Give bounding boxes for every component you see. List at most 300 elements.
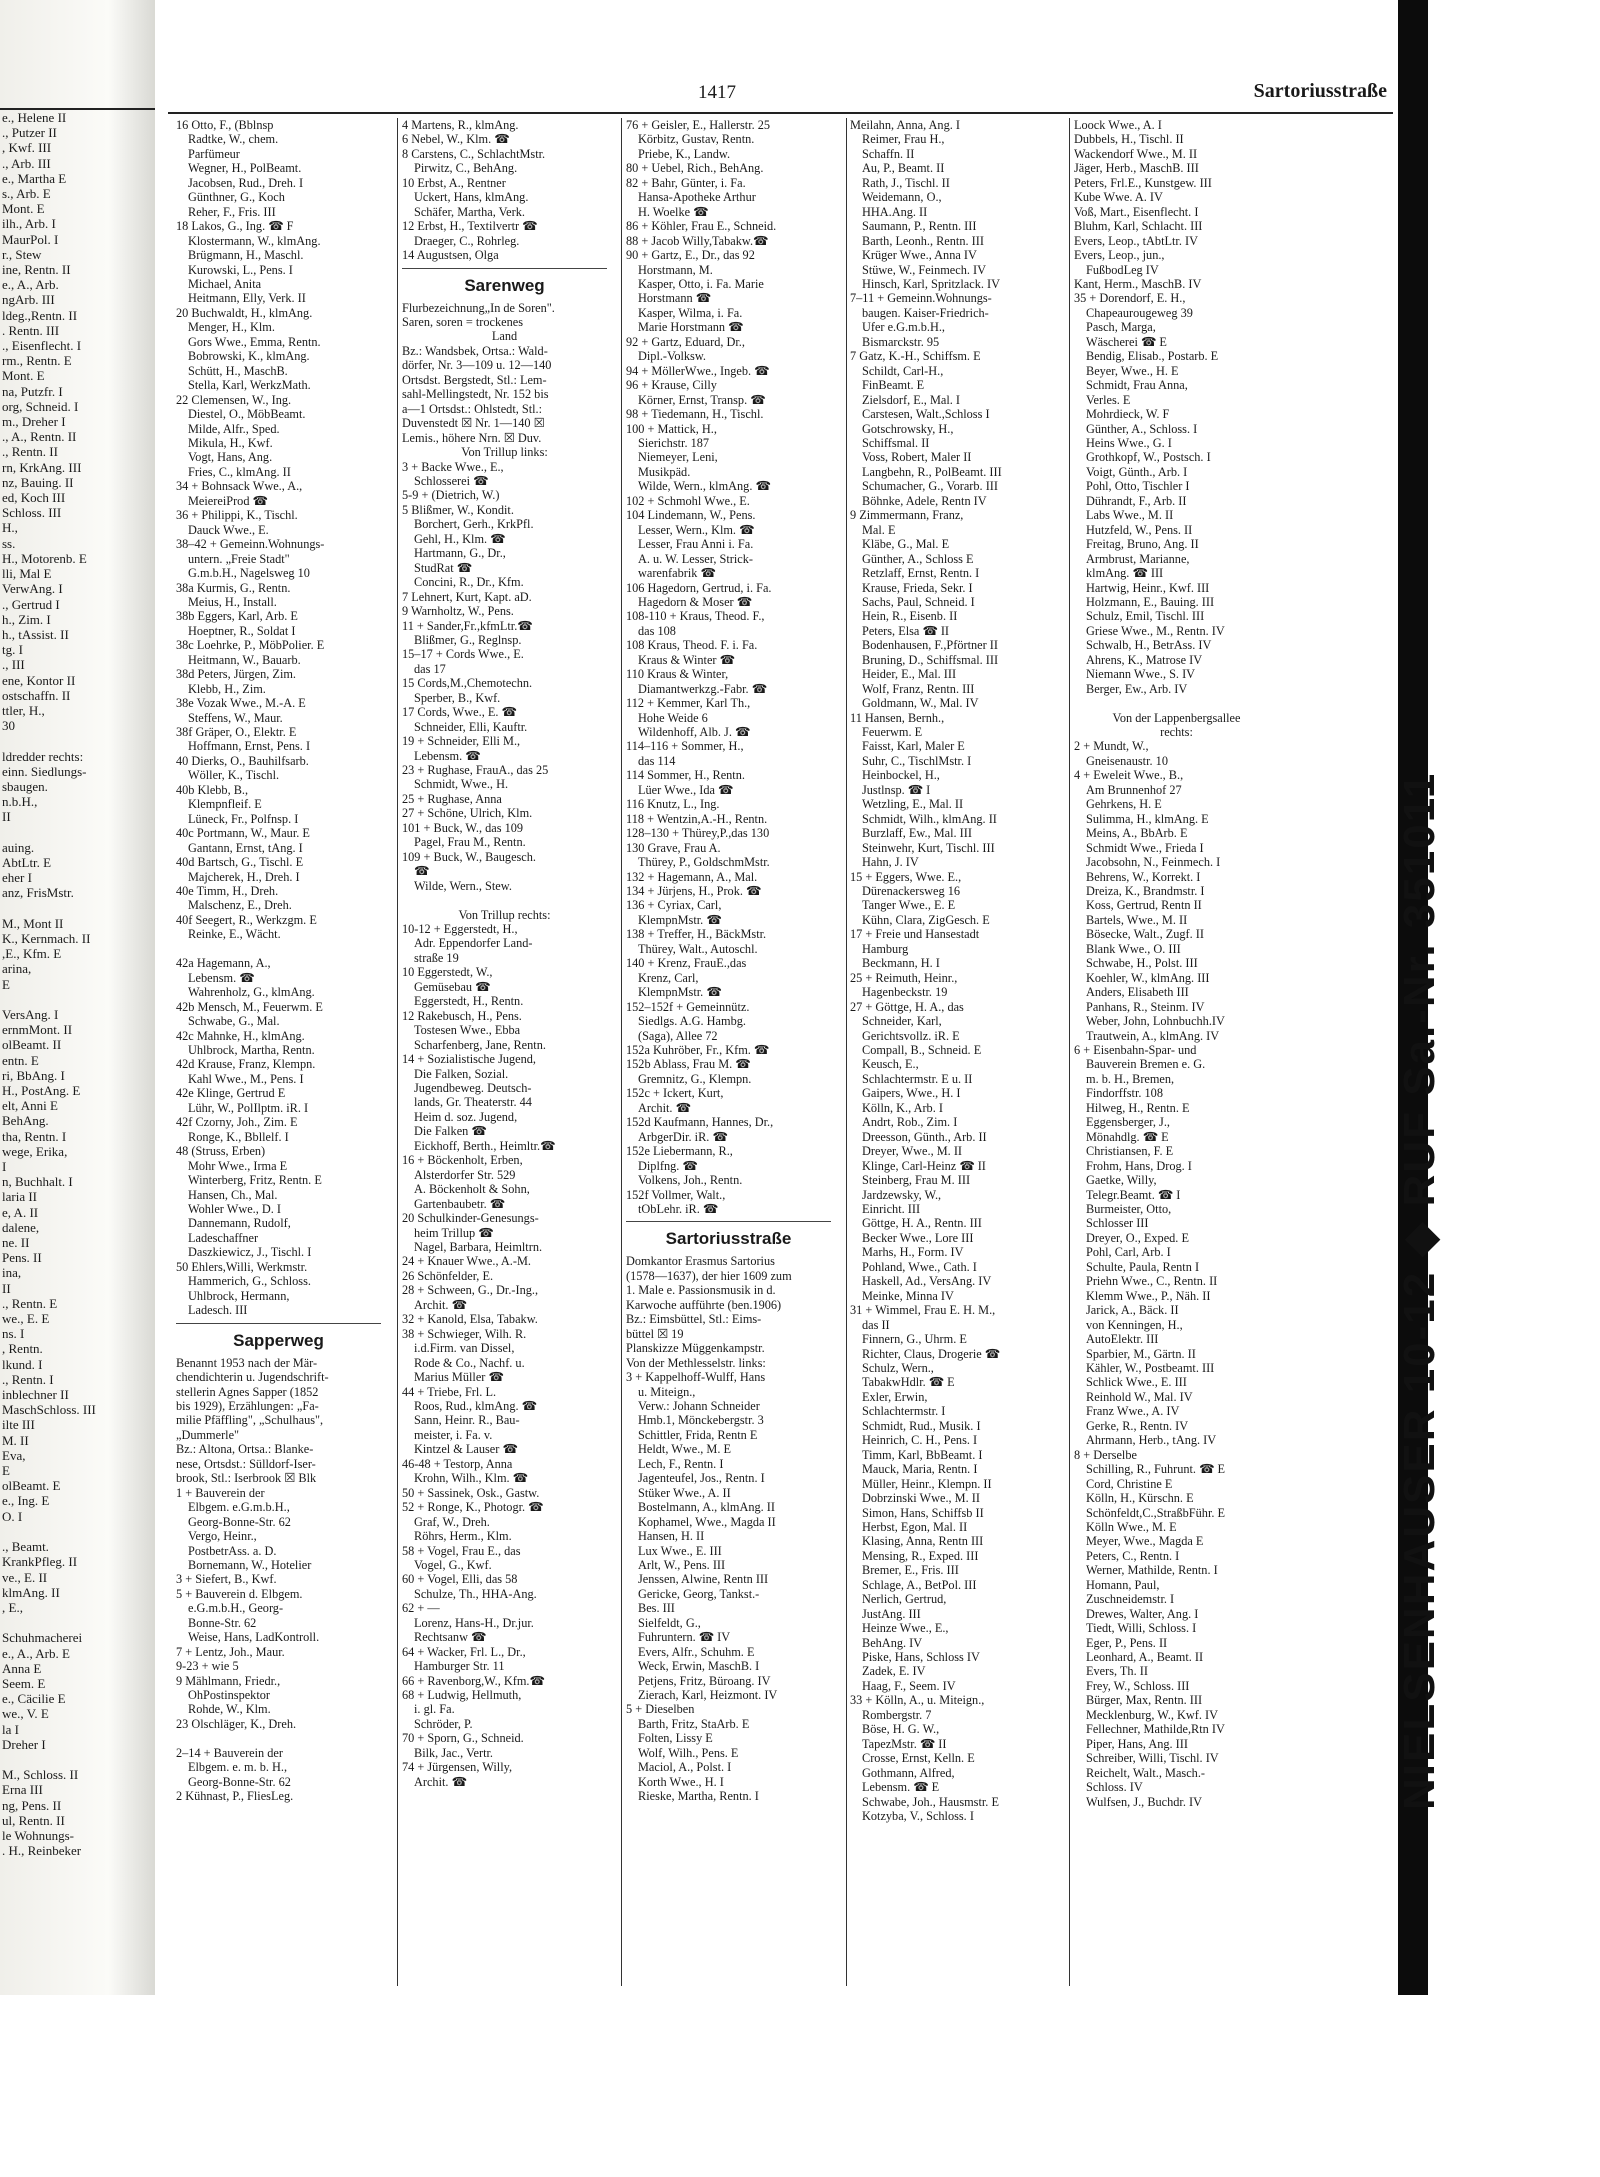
directory-entry: 46-48 + Testorp, Anna: [402, 1456, 513, 1471]
directory-subentry: Meyer, Wwe., Magda E: [1086, 1534, 1204, 1549]
directory-entry: Bz.: Eimsbüttel, Stl.: Eims-: [626, 1312, 762, 1327]
directory-subentry: Parfümeur: [188, 146, 240, 161]
directory-subentry: Mohr Wwe., Irma E: [188, 1158, 288, 1173]
directory-subentry: Weber, John, Lohnbuchh.IV: [1086, 1014, 1225, 1029]
directory-subentry: Schröder, P.: [414, 1716, 473, 1731]
directory-subentry: Heins Wwe., G. I: [1086, 435, 1172, 450]
directory-entry: Karwoche aufführte (ben.1906): [626, 1297, 782, 1312]
directory-entry: 100 + Mattick, H.,: [626, 421, 717, 436]
directory-subentry: Daszkiewicz, J., Tischl. I: [188, 1245, 312, 1260]
directory-entry: 42b Mensch, M., Feuerwm. E: [176, 999, 323, 1014]
left-page-line: ., Beamt.: [2, 1539, 49, 1555]
column-3: [626, 118, 831, 1978]
directory-subentry: Sachs, Paul, Schneid. I: [862, 594, 975, 609]
directory-subentry: Findorffstr. 108: [1086, 1086, 1163, 1101]
directory-entry: 16 Otto, F., (Bblnsp: [176, 118, 274, 132]
directory-subentry: Schulte, Paula, Rentn I: [1086, 1259, 1200, 1274]
directory-subentry: Lorenz, Hans-H., Dr.jur.: [414, 1615, 534, 1630]
left-page-line: [0, 1524, 155, 1539]
left-page-line: ng, Pens. II: [2, 1797, 62, 1813]
left-page-line: ldredder rechts:: [2, 748, 84, 764]
directory-entry: 18 Lakos, G., Ing. ☎ F: [176, 219, 294, 234]
left-page-line: KrankPfleg. II: [2, 1554, 78, 1570]
directory-subentry: Nerlich, Gertrud,: [862, 1592, 947, 1607]
directory-entry: 5 + Bauverein d. Elbgem.: [176, 1586, 303, 1601]
directory-subentry: Archit. ☎: [414, 1774, 467, 1789]
directory-subentry: Tostesen Wwe., Ebba: [414, 1023, 521, 1038]
directory-entry: 25 + Rughase, Anna: [402, 791, 502, 806]
directory-subentry: Wohler Wwe., D. I: [188, 1201, 282, 1216]
directory-subentry: Blißmer, G., Reglnsp.: [414, 632, 522, 647]
left-page-line: ve., E. II: [2, 1569, 48, 1585]
directory-subentry: Uhlbrock, Martha, Rentn.: [188, 1043, 315, 1057]
directory-subentry: Bilk, Jac., Vertr.: [414, 1745, 494, 1760]
directory-subentry: Milde, Alfr., Sped.: [188, 421, 280, 436]
page-bottom-margin: [0, 1995, 1440, 2177]
directory-subentry: Musikpäd.: [638, 464, 691, 479]
left-page-line: ilh., Arb. I: [2, 216, 56, 232]
directory-entry: 4 Martens, R., klmAng.: [402, 118, 519, 132]
directory-subentry: meister, i. Fa. v.: [414, 1427, 493, 1442]
directory-subentry: Kophamel, Wwe., Magda II: [638, 1514, 776, 1529]
directory-subentry: Concini, R., Dr., Kfm.: [414, 575, 524, 590]
directory-subentry: Priebe, K., Landw.: [638, 146, 731, 161]
directory-subentry: Bismarckstr. 95: [862, 334, 940, 349]
left-page-line: , Kwf. III: [2, 140, 52, 156]
directory-subentry: Schulz, Wern.,: [862, 1360, 934, 1375]
section-note: rechts:: [1160, 725, 1193, 740]
directory-subentry: Pohl, Otto, Tischler I: [1086, 479, 1190, 494]
directory-subentry: Armbrust, Marianne,: [1086, 551, 1190, 566]
left-page-line: M. II: [2, 1432, 29, 1448]
directory-subentry: Radtke, W., chem.: [188, 132, 279, 147]
directory-subentry: Crosse, Ernst, Kelln. E: [862, 1751, 975, 1766]
left-page-line: s., Arb. E: [2, 186, 51, 202]
left-page-line: elt, Anni E: [2, 1098, 58, 1114]
directory-subentry: Schwabe, H., Polst. III: [1086, 956, 1198, 971]
directory-entry: milie Pfäffling", „Schulhaus",: [176, 1413, 324, 1428]
directory-subentry: Peters, Elsa ☎ II: [862, 623, 950, 638]
directory-subentry: Krüger Wwe., Anna IV: [862, 248, 977, 263]
left-page-line: AbtLtr. E: [2, 854, 52, 870]
directory-entry: Evers, Leop., jun.,: [1074, 248, 1165, 263]
directory-entry: sahl-Mellingstedt, Nr. 152 bis: [402, 387, 549, 402]
directory-subentry: Eickhoff, Berth., Heimltr.☎: [414, 1138, 556, 1153]
directory-entry: 42f Czorny, Joh., Zim. E: [176, 1115, 298, 1130]
directory-subentry: Schneider, Elli, Kauftr.: [414, 719, 528, 734]
section-note: Von der Lappenbergsallee: [1112, 710, 1241, 725]
directory-subentry: Vogt, Hans, Ang.: [188, 450, 273, 465]
left-page-line: [0, 1615, 155, 1630]
directory-entry: 134 + Jürjens, H., Prok. ☎: [626, 884, 762, 899]
directory-subentry: Mönahdlg. ☎ E: [1086, 1129, 1169, 1144]
directory-subentry: Marius Müller ☎: [414, 1370, 504, 1385]
directory-subentry: Andrt, Rob., Zim. I: [862, 1115, 958, 1130]
directory-entry: 152–152f + Gemeinnütz.: [626, 999, 750, 1014]
directory-entry: 48 (Struss, Erben): [176, 1144, 266, 1159]
directory-subentry: FinBeamt. E: [862, 378, 925, 393]
directory-subentry: Borchert, Gerh., KrkPfl.: [414, 517, 534, 532]
left-page-line: ldeg.,Rentn. II: [2, 307, 78, 323]
street-divider: [626, 1221, 831, 1222]
directory-subentry: ArbgerDir. iR. ☎: [638, 1129, 728, 1144]
directory-subentry: Günther, A., Schloss E: [862, 551, 974, 566]
directory-subentry: Hutzfeld, W., Pens. II: [1086, 522, 1193, 537]
directory-subentry: Dreiza, K., Brandmstr. I: [1086, 884, 1205, 899]
directory-subentry: Wolf, Franz, Rentn. III: [862, 681, 975, 696]
directory-subentry: Lech, F., Rentn. I: [638, 1456, 724, 1471]
directory-subentry: Pohl, Carl, Arb. I: [1086, 1245, 1171, 1260]
directory-subentry: Sann, Heinr. R., Bau-: [414, 1413, 520, 1428]
left-page-line: r., Stew: [2, 246, 42, 262]
directory-subentry: Mauck, Maria, Rentn. I: [862, 1462, 978, 1477]
directory-subentry: Niemeyer, Leni,: [638, 450, 718, 465]
directory-subentry: warenfabrik ☎: [638, 566, 716, 581]
directory-subentry: Horstmann ☎: [638, 291, 712, 306]
directory-entry: 101 + Buck, W., das 109: [402, 820, 524, 835]
left-page-line: lli, Mal E: [2, 566, 52, 582]
directory-subentry: Bürger, Max, Rentn. III: [1086, 1693, 1203, 1708]
directory-entry: 42a Hagemann, A.,: [176, 956, 271, 971]
directory-subentry: Hartwig, Heinr., Kwf. III: [1086, 580, 1210, 595]
directory-entry: 138 + Treffer, H., BäckMstr.: [626, 927, 767, 942]
directory-entry: 132 + Hagemann, A., Mal.: [626, 869, 758, 884]
directory-subentry: Ronge, K., Bbllelf. I: [188, 1129, 289, 1144]
directory-entry: 7–11 + Gemeinn.Wohnungs-: [850, 291, 992, 306]
directory-subentry: Kölln, H., Kürschn. E: [1086, 1491, 1194, 1506]
left-page-line: ., Gertrud I: [2, 596, 60, 612]
directory-entry: Loock Wwe., A. I: [1074, 118, 1162, 132]
directory-subentry: Bonne-Str. 62: [188, 1615, 257, 1630]
directory-entry: 27 + Schöne, Ulrich, Klm.: [402, 806, 533, 821]
directory-entry: 23 Olschläger, K., Dreh.: [176, 1716, 297, 1731]
directory-subentry: Frohm, Hans, Drog. I: [1086, 1158, 1192, 1173]
directory-entry: 15 + Eggers, Wwe. E.,: [850, 869, 962, 884]
directory-entry: 42c Mahnke, H., klmAng.: [176, 1028, 305, 1043]
directory-subentry: Gartenbaubetr. ☎: [414, 1196, 506, 1211]
directory-subentry: Rohde, W., Klm.: [188, 1702, 271, 1717]
left-page-line: Eva,: [2, 1447, 26, 1463]
directory-subentry: Kölln, K., Arb. I: [862, 1100, 943, 1115]
directory-subentry: Rode & Co., Nachf. u.: [414, 1355, 525, 1370]
left-page-line: ., Arb. III: [2, 155, 51, 171]
directory-subentry: Lesser, Wern., Klm. ☎: [638, 522, 755, 537]
directory-subentry: Ahrmann, Herb., tAng. IV: [1086, 1433, 1217, 1448]
directory-subentry: baugen. Kaiser-Friedrich-: [862, 305, 989, 320]
directory-subentry: Peters, C., Rentn. I: [1086, 1548, 1180, 1563]
left-page-line: . Rentn. III: [2, 322, 60, 338]
directory-entry: 15 Cords,M.,Chemotechn.: [402, 676, 533, 691]
column-1: [176, 118, 381, 1978]
directory-subentry: Rieske, Martha, Rentn. I: [638, 1789, 759, 1804]
directory-subentry: Dipl.-Volksw.: [638, 349, 706, 364]
directory-subentry: Bobrowski, K., klmAng.: [188, 349, 310, 364]
directory-subentry: Exler, Erwin,: [862, 1389, 928, 1404]
directory-entry: 94 + MöllerWwe., Ingeb. ☎: [626, 363, 770, 378]
directory-entry: 2 Kühnast, P., FliesLeg.: [176, 1789, 294, 1804]
directory-entry: 9 Warnholtz, W., Pens.: [402, 604, 514, 619]
directory-entry: 109 + Buck, W., Baugesch.: [402, 849, 536, 864]
directory-subentry: Meins, A., BbArb. E: [1086, 826, 1188, 841]
directory-subentry: Thürey, P., GoldschmMstr.: [638, 855, 770, 870]
directory-entry: 62 + —: [402, 1601, 440, 1616]
directory-entry: 80 + Uebel, Rich., BehAng.: [626, 161, 764, 176]
directory-subentry: Schilling, R., Fuhrunt. ☎ E: [1086, 1462, 1225, 1477]
directory-entry: 68 + Ludwig, Hellmuth,: [402, 1688, 522, 1703]
directory-subentry: lands, Gr. Theaterstr. 44: [414, 1095, 532, 1110]
directory-subentry: Mikula, H., Kwf.: [188, 435, 273, 450]
directory-subentry: Voigt, Günth., Arb. I: [1086, 464, 1188, 479]
directory-subentry: Jardzewsky, W.,: [862, 1187, 942, 1202]
directory-subentry: Schmidt, Frau Anna,: [1086, 378, 1188, 393]
directory-entry: Domkantor Erasmus Sartorius: [626, 1254, 775, 1269]
left-page-line: auing.: [2, 839, 35, 855]
directory-entry: 90 + Gartz, E., Dr., das 92: [626, 248, 755, 263]
directory-subentry: Schloss. IV: [1086, 1780, 1143, 1795]
directory-subentry: Schwalb, H., BetrAss. IV: [1086, 638, 1212, 653]
directory-entry: 12 Erbst, H., Textilvertr ☎: [402, 219, 538, 234]
directory-subentry: Hagedorn & Moser ☎: [638, 594, 753, 609]
directory-entry: 112 + Kemmer, Karl Th.,: [626, 696, 751, 711]
directory-subentry: Becker Wwe., Lore III: [862, 1230, 974, 1245]
directory-subentry: Werner, Mathilde, Rentn. I: [1086, 1563, 1218, 1578]
directory-subentry: das 17: [414, 661, 446, 676]
left-page-line: rn, KrkAng. III: [2, 459, 82, 475]
directory-subentry: Bostelmann, A., klmAng. II: [638, 1500, 775, 1515]
left-page-line: [0, 901, 155, 916]
left-page-line: M., Schloss. II: [2, 1767, 79, 1783]
directory-entry: 152b Ablass, Frau M. ☎: [626, 1057, 751, 1072]
directory-subentry: Mensing, R., Exped. III: [862, 1548, 979, 1563]
directory-entry: dörfer, Nr. 3—109 u. 12—140: [402, 358, 552, 373]
directory-subentry: Wildenhoff, Alb. J. ☎: [638, 725, 751, 740]
directory-subentry: Eggerstedt, H., Rentn.: [414, 994, 524, 1009]
directory-subentry: Bendig, Elisab., Postarb. E: [1086, 349, 1219, 364]
directory-subentry: Eggensberger, J.,: [1086, 1115, 1170, 1130]
directory-subentry: Heitmann, W., Bauarb.: [188, 652, 301, 667]
left-page-line: ri, BbAng. I: [2, 1067, 65, 1083]
directory-subentry: Krause, Frieda, Sekr. I: [862, 580, 973, 595]
directory-subentry: Jacobsen, Rud., Dreh. I: [188, 175, 304, 190]
directory-subentry: Hansen, H. II: [638, 1529, 705, 1544]
directory-subentry: HHA.Ang. II: [862, 204, 928, 219]
directory-subentry: Adr. Eppendorfer Land-: [414, 936, 533, 951]
directory-subentry: Mecklenburg, W., Kwf. IV: [1086, 1707, 1218, 1722]
directory-entry: 40f Seegert, R., Werkzgm. E: [176, 912, 317, 927]
directory-subentry: Hartmann, G., Dr.,: [414, 546, 506, 561]
directory-subentry: Langbehn, R., PolBeamt. III: [862, 464, 1002, 479]
directory-entry: Ortsdst. Bergstedt, Stl.: Lem-: [402, 372, 547, 387]
directory-subentry: Sparbier, M., Gärtn. II: [1086, 1346, 1196, 1361]
directory-subentry: Richter, Claus, Drogerie ☎: [862, 1346, 1001, 1361]
directory-subentry: Gerke, R., Rentn. IV: [1086, 1418, 1189, 1433]
directory-subentry: MeiereiProd ☎: [188, 493, 268, 508]
left-page-line: e, A. II: [2, 1204, 39, 1220]
directory-subentry: Retzlaff, Ernst, Rentn. I: [862, 566, 980, 581]
directory-subentry: Schäfer, Martha, Verk.: [414, 204, 525, 219]
directory-entry: 31 + Wimmel, Frau E. H. M.,: [850, 1303, 996, 1318]
directory-entry: brook, Stl.: Iserbrook ☒ Blk: [176, 1471, 317, 1486]
directory-entry: bis 1929), Erzählungen: „Fa-: [176, 1398, 319, 1413]
directory-subentry: Hammerich, G., Schloss.: [188, 1274, 311, 1289]
directory-subentry: Berger, Ew., Arb. IV: [1086, 681, 1188, 696]
directory-subentry: Uhlbrock, Hermann,: [188, 1288, 290, 1303]
directory-entry: 15–17 + Cords Wwe., E.: [402, 647, 524, 662]
directory-entry: 27 + Göttge, H. A., das: [850, 999, 964, 1014]
directory-subentry: Siedlgs. A.G. Hambg.: [638, 1014, 746, 1029]
directory-entry: 38e Vozak Wwe., M.-A. E: [176, 696, 306, 711]
directory-entry: 14 + Sozialistische Jugend,: [402, 1052, 536, 1067]
directory-subentry: Michael, Anita: [188, 276, 262, 291]
directory-subentry: Thürey, Walt., Autoschl.: [638, 941, 758, 956]
directory-subentry: Ufer e.G.m.b.H.,: [862, 320, 945, 335]
directory-entry: Planskizze Müggenkampstr.: [626, 1341, 765, 1356]
directory-subentry: Schreiber, Willi, Tischl. IV: [1086, 1751, 1219, 1766]
directory-subentry: Kölln Wwe., M. E: [1086, 1519, 1177, 1534]
directory-subentry: Dobrzinski Wwe., M. II: [862, 1491, 980, 1506]
directory-entry: Peters, Frl.E., Kunstgew. III: [1074, 175, 1212, 190]
directory-subentry: Kahl Wwe., M., Pens. I: [188, 1071, 304, 1086]
left-page-line: e., A., Arb. E: [2, 1645, 70, 1661]
directory-entry: 5 Blißmer, W., Kondit.: [402, 502, 514, 517]
directory-subentry: Sielfeldt, G.,: [638, 1615, 701, 1630]
directory-entry: „Dummerle": [176, 1427, 240, 1442]
directory-subentry: Draeger, C., Rohrleg.: [414, 233, 520, 248]
directory-subentry: (Saga), Allee 72: [638, 1028, 718, 1043]
directory-subentry: Haskell, Ad., VersAng. IV: [862, 1274, 992, 1289]
left-page-line: ., Rentn. II: [2, 444, 58, 460]
left-page-line: e., Ing. E: [2, 1493, 50, 1509]
directory-subentry: Bodenhausen, F.,Pförtner II: [862, 638, 998, 653]
directory-entry: 10-12 + Eggerstedt, H.,: [402, 922, 518, 937]
directory-subentry: Dreyer, Wwe., M. II: [862, 1144, 963, 1159]
directory-subentry: Compall, B., Schneid. E: [862, 1043, 982, 1057]
directory-subentry: OhPostinspektor: [188, 1688, 270, 1703]
directory-subentry: das II: [862, 1317, 890, 1332]
directory-subentry: Rechtsanw ☎: [414, 1630, 487, 1645]
directory-subentry: Klostermann, W., klmAng.: [188, 233, 321, 248]
directory-subentry: Gothmann, Alfred,: [862, 1765, 955, 1780]
left-page-line: inblechner II: [2, 1387, 69, 1403]
directory-subentry: Wolf, Wilh., Pens. E: [638, 1745, 739, 1760]
directory-entry: 74 + Jürgensen, Willy,: [402, 1760, 513, 1775]
directory-subentry: Schneider, Karl,: [862, 1014, 942, 1029]
directory-entry: 14 Augustsen, Olga: [402, 248, 499, 263]
directory-entry: 23 + Rughase, FrauA., das 25: [402, 763, 549, 778]
directory-subentry: Ladeschaffner: [188, 1230, 259, 1245]
directory-subentry: Haag, F., Seem. IV: [862, 1678, 956, 1693]
directory-entry: 76 + Geisler, E., Hallerstr. 25: [626, 118, 771, 132]
directory-subentry: Barth, Fritz, StaArb. E: [638, 1716, 750, 1731]
directory-subentry: Schlosserei ☎: [414, 473, 489, 488]
directory-subentry: Schaffn. II: [862, 146, 915, 161]
directory-subentry: heim Trillup ☎: [414, 1225, 494, 1240]
directory-subentry: Wetzling, E., Mal. II: [862, 797, 964, 812]
directory-subentry: Wilde, Wern., Stew.: [414, 878, 512, 893]
directory-entry: Benannt 1953 nach der Mär-: [176, 1355, 318, 1370]
directory-subentry: Hahn, J. IV: [862, 855, 919, 870]
column-5: [1074, 118, 1279, 1978]
directory-subentry: Kintzel & Lauser ☎: [414, 1442, 518, 1457]
directory-entry: 7 + Lentz, Joh., Maur.: [176, 1644, 285, 1659]
directory-entry: 34 + Bohnsack Wwe., A.,: [176, 479, 303, 494]
left-page-line: laria II: [2, 1189, 38, 1205]
directory-entry: Flurbezeichnung„In de Soren".: [402, 300, 555, 315]
left-page-line: E: [2, 976, 10, 992]
directory-entry: 118 + Wentzin,A.-H., Rentn.: [626, 811, 768, 826]
column-divider: [1069, 118, 1070, 1986]
directory-subentry: Lebensm. ☎ E: [862, 1780, 940, 1795]
directory-entry: 152d Kaufmann, Hannes, Dr.,: [626, 1115, 774, 1130]
directory-entry: 5-9 + (Dietrich, W.): [402, 488, 500, 503]
directory-entry: 26 Schönfelder, E.: [402, 1268, 494, 1283]
directory-subentry: Reimer, Frau H.,: [862, 132, 945, 147]
directory-subentry: Einricht. III: [862, 1201, 921, 1216]
directory-subentry: Dannemann, Rudolf,: [188, 1216, 291, 1231]
directory-entry: 38d Peters, Jürgen, Zim.: [176, 667, 296, 682]
page-number: 1417: [698, 82, 736, 103]
directory-subentry: A. Böckenholt & Sohn,: [414, 1182, 530, 1197]
directory-subentry: Heim d. soz. Jugend,: [414, 1109, 518, 1124]
directory-subentry: Niemann Wwe., S. IV: [1086, 667, 1196, 682]
directory-subentry: Georg-Bonne-Str. 62: [188, 1514, 291, 1529]
directory-subentry: i. gl. Fa.: [414, 1702, 455, 1717]
directory-subentry: Steffens, W., Maur.: [188, 710, 283, 725]
directory-entry: 86 + Köhler, Frau E., Schneid.: [626, 219, 777, 234]
left-page-line: ., Rentn. E: [2, 1295, 58, 1311]
directory-subentry: FußbodLeg IV: [1086, 262, 1159, 277]
directory-entry: 9 Zimmermann, Franz,: [850, 508, 964, 523]
directory-subentry: Hamburger Str. 11: [414, 1659, 505, 1674]
directory-subentry: Gehl, H., Klm. ☎: [414, 531, 506, 546]
directory-subentry: u. Miteign.,: [638, 1384, 696, 1399]
directory-subentry: Blank Wwe., O. III: [1086, 941, 1181, 956]
directory-entry: 17 + Freie und Hansestadt: [850, 927, 980, 942]
directory-subentry: Am Brunnenhof 27: [1086, 782, 1182, 797]
directory-subentry: Drewes, Walter, Ang. I: [1086, 1606, 1199, 1621]
left-page-line: , E.,: [2, 1599, 23, 1615]
left-page-line: Seem. E: [2, 1675, 46, 1691]
directory-subentry: Kläbe, G., Mal. E: [862, 537, 950, 552]
directory-subentry: Christiansen, F. E: [1086, 1144, 1174, 1159]
directory-subentry: Volkens, Joh., Rentn.: [638, 1173, 743, 1188]
left-page-line: Pens. II: [2, 1250, 42, 1266]
left-page-line: MaurPol. I: [2, 231, 59, 247]
directory-subentry: Diamantwerkzg.-Fabr. ☎: [638, 681, 768, 696]
directory-subentry: Holzmann, E., Bauing. III: [1086, 594, 1215, 609]
directory-entry: 38 + Schwieger, Wilh. R.: [402, 1326, 527, 1341]
directory-entry: 38a Kurmis, G., Rentn.: [176, 580, 291, 595]
directory-subentry: Meinke, Minna IV: [862, 1288, 954, 1303]
directory-entry: 3 + Kappelhoff-Wulff, Hans: [626, 1370, 766, 1385]
directory-subentry: Wegner, H., PolBeamt.: [188, 161, 302, 176]
left-page-line: e., Helene II: [2, 110, 67, 125]
directory-columns: [176, 118, 1394, 1988]
directory-entry: 38c Loehrke, P., MöbPolier. E: [176, 638, 325, 653]
directory-subentry: Jagenteufel, Jos., Rentn. I: [638, 1471, 765, 1486]
directory-subentry: Hagenbeckstr. 19: [862, 985, 948, 1000]
directory-subentry: Schlosser III: [1086, 1216, 1149, 1231]
directory-subentry: Schönfeldt,C.,StraßbFühr. E: [1086, 1505, 1226, 1520]
left-page-line: ., Putzer II: [2, 125, 57, 141]
directory-entry: 110 Kraus & Winter,: [626, 667, 729, 682]
directory-subentry: Sperber, B., Kwf.: [414, 690, 501, 705]
left-page-line: [0, 1752, 155, 1767]
directory-subentry: Cord, Christine E: [1086, 1476, 1173, 1491]
directory-subentry: Zadek, E. IV: [862, 1664, 926, 1679]
directory-subentry: Lesser, Frau Anni i. Fa.: [638, 537, 754, 552]
directory-subentry: Steinberg, Frau M. III: [862, 1173, 971, 1188]
